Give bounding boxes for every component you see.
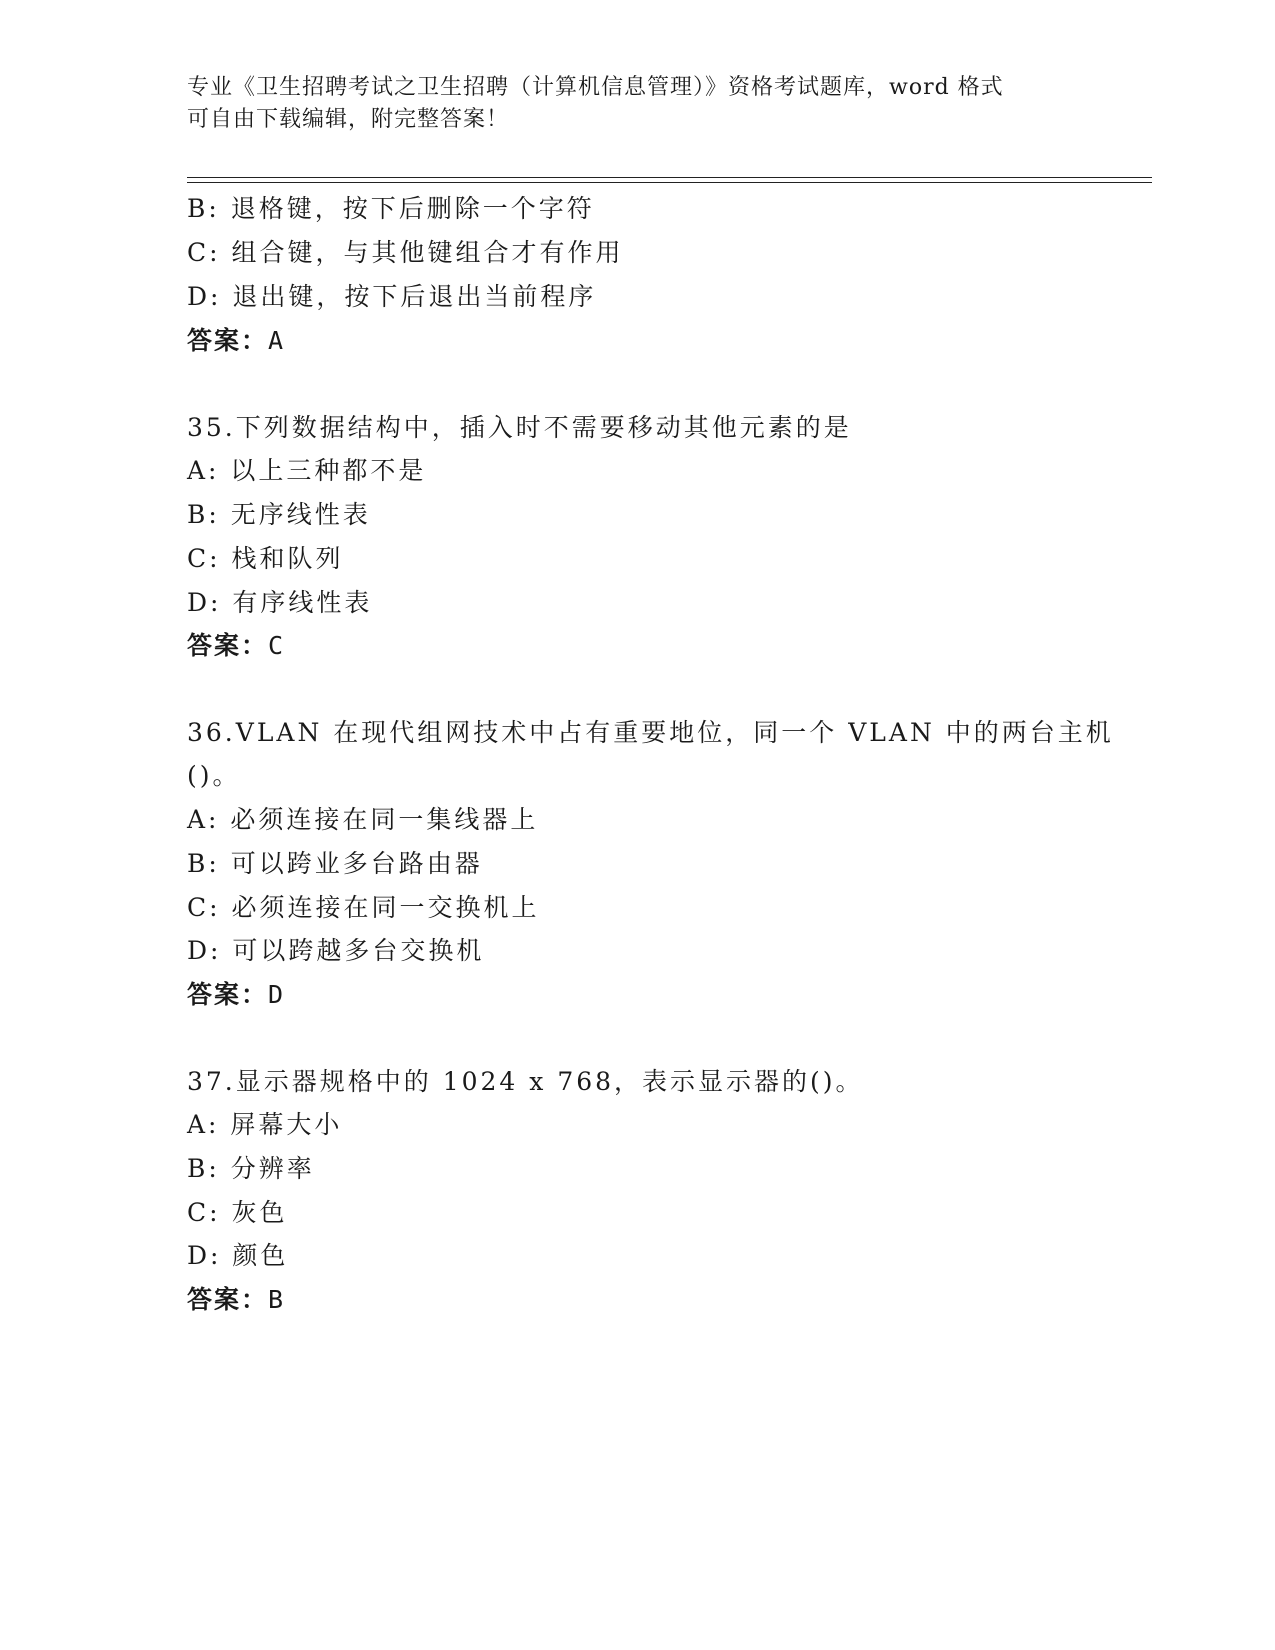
- header-line-1: 专业《卫生招聘考试之卫生招聘（计算机信息管理）》资格考试题库，word 格式: [187, 75, 1004, 100]
- document-header: [187, 72, 1087, 136]
- q37-option-c: C: 灰色: [187, 1198, 288, 1227]
- answer-value: B: [268, 1285, 286, 1314]
- q37-option-a: A: 屏幕大小: [187, 1110, 343, 1139]
- q36-question-line-1: 36.VLAN 在现代组网技术中占有重要地位，同一个 VLAN 中的两台主机: [187, 718, 1114, 747]
- header-divider-bottom: [187, 182, 1152, 183]
- q34-answer: [187, 325, 285, 357]
- q34-option-b: B: 退格键，按下后删除一个字符: [187, 194, 595, 223]
- q35-option-a: A: 以上三种都不是: [187, 456, 427, 485]
- q37-option-b: B: 分辨率: [187, 1154, 315, 1183]
- q36-option-a: A: 必须连接在同一集线器上: [187, 805, 539, 834]
- q37-option-d: D: 颜色: [187, 1241, 289, 1270]
- q35-answer: [187, 630, 285, 662]
- answer-label: 答案：: [187, 1285, 269, 1314]
- q36-question-line-2: ()。: [187, 761, 241, 790]
- q35-option-b: B: 无序线性表: [187, 500, 371, 529]
- answer-label: 答案：: [187, 980, 269, 1009]
- answer-value: A: [268, 326, 286, 355]
- q36-option-c: C: 必须连接在同一交换机上: [187, 893, 540, 922]
- q36-answer: [187, 979, 285, 1011]
- header-line-2: 可自由下载编辑，附完整答案！: [187, 107, 510, 132]
- answer-label: 答案：: [187, 326, 269, 355]
- q37-answer: [187, 1284, 285, 1316]
- answer-value: C: [268, 631, 286, 660]
- q37-question: 37.显示器规格中的 1024 x 768，表示显示器的()。: [187, 1067, 864, 1096]
- q36-option-b: B: 可以跨业多台路由器: [187, 849, 483, 878]
- header-divider-top: [187, 177, 1152, 178]
- q35-option-c: C: 栈和队列: [187, 544, 344, 573]
- q36-option-d: D: 可以跨越多台交换机: [187, 936, 485, 965]
- q34-option-d: D: 退出键，按下后退出当前程序: [187, 282, 597, 311]
- q35-option-d: D: 有序线性表: [187, 588, 373, 617]
- answer-label: 答案：: [187, 631, 269, 660]
- q35-question: 35.下列数据结构中，插入时不需要移动其他元素的是: [187, 413, 852, 442]
- q34-option-c: C: 组合键，与其他键组合才有作用: [187, 238, 624, 267]
- answer-value: D: [268, 980, 286, 1009]
